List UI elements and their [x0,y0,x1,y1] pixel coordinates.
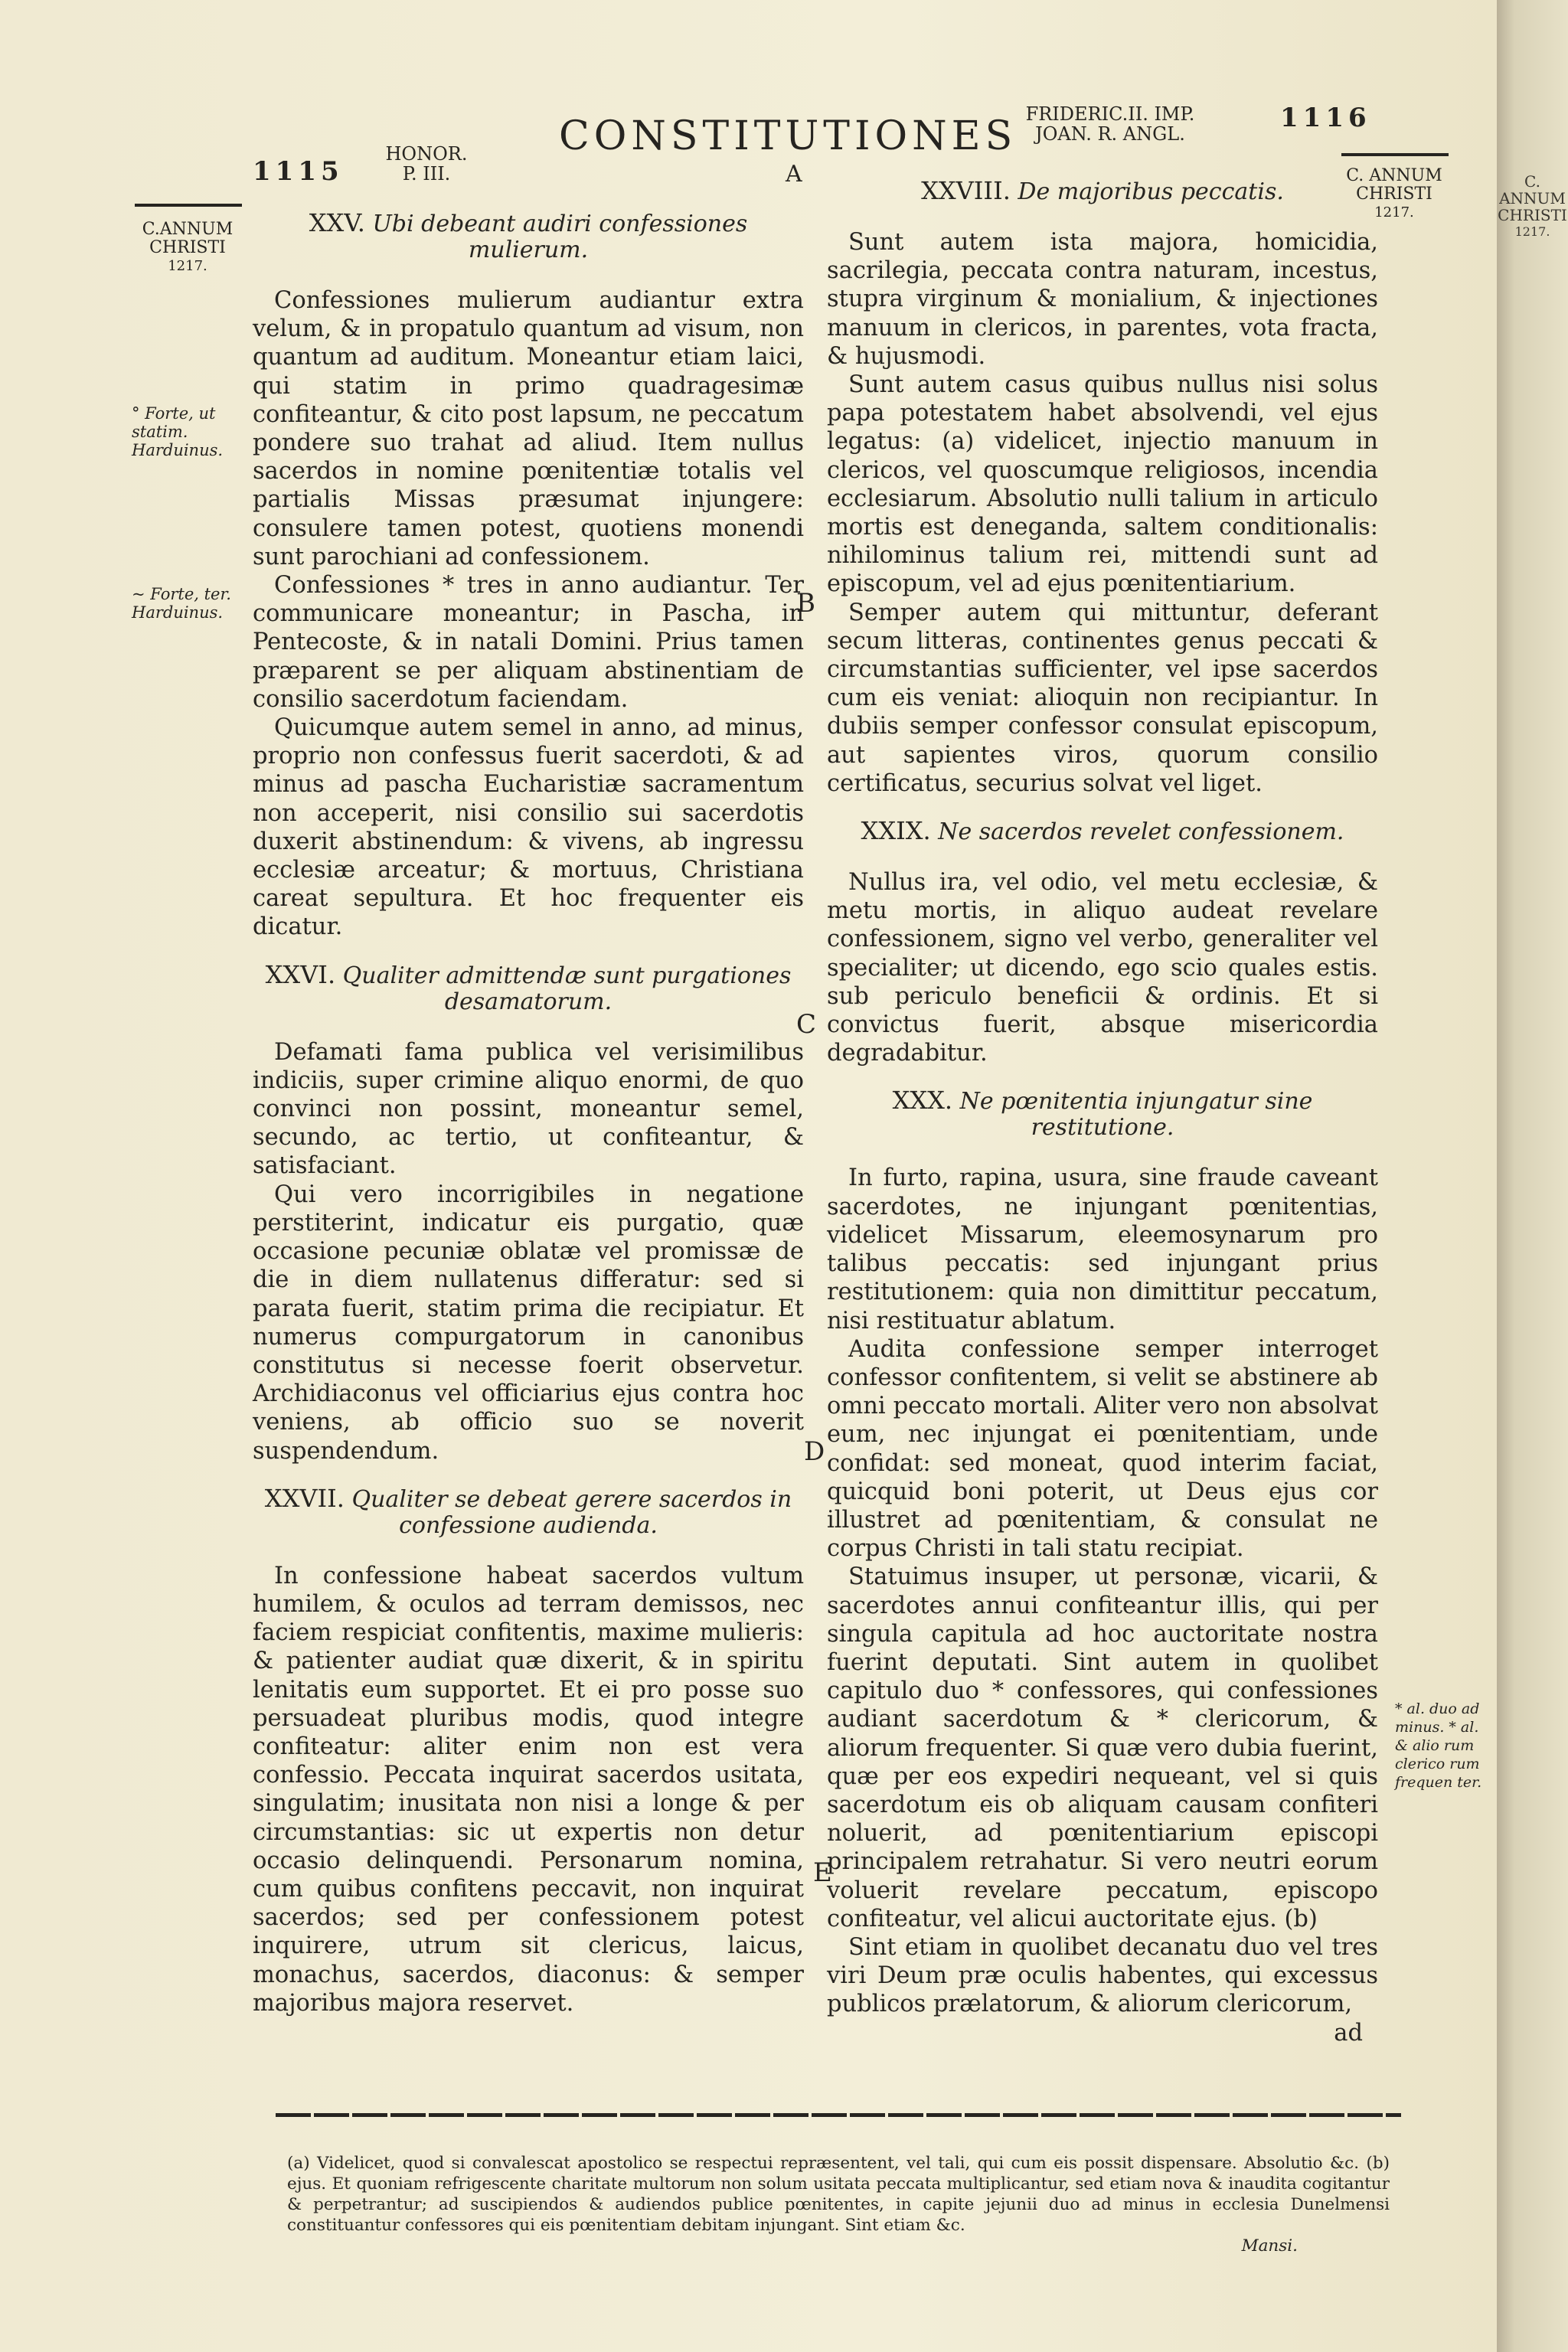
paragraph: Sunt autem ista majora, homicidia, sacrilegia, peccata contra naturam, incestus, stupra virginum & monialium, & injectiones manuum in clericos, in parentes, vota fracta, & hujusmodi. [827,229,1378,370]
section-number: XXVI. [265,959,336,989]
section-number: XXIX. [861,816,931,846]
year-label: C.ANNUM [142,220,234,239]
paragraph: Defamati fama publica vel verisimilibus indiciis, super crimine aliquo enormi, de quo convinci non possint, moneantur semel, secundo, ac tertio, ut confiteantur, & satisfaciant. [253,1038,804,1180]
section-title: De majoribus peccatis. [1018,178,1284,205]
paragraph: Audita confessione semper interroget confessor confitentem, si velit se abstinere ab omni peccato mortali. Aliter vero non absolvat eum, nec injungat ei pœnitentiam, unde confidat: sed moneat, quod interim faciat, quicquid boni poterit, ut Deus ejus cor illustret ad pœnitentiam, & consulat ne corpus Christi in tali statu recipiat. [827,1335,1378,1563]
section-title: Ne sacerdos revelet confessionem. [938,818,1344,846]
left-ref-line2: P. III. [402,163,451,185]
section-number: XXV. [309,208,365,237]
column-letter-a: A [786,161,802,188]
margin-note-1: ° Forte, ut statim. Harduinus. [132,404,224,459]
paragraph: Sunt autem casus quibus nullus nisi solus papa potestatem habet absolvendi, vel ejus legatus: (a) videlicet, injectio manuum in clericos, vel quoscumque religiosos, incendia ecclesiarum. Absolutio nulli talium in articulo mortis est deneganda, saltem conditionalis: nihilominus talium rei, mittendi sunt ad episcopum, vel ad ejus pœnitentiarium. [827,371,1378,598]
year-value: 1217. [1374,204,1414,220]
next-page-edge [1497,0,1568,2352]
section-number: XXVII. [264,1483,345,1513]
footnotes [287,2153,1390,2256]
paragraph: Qui vero incorrigibiles in negatione perstiterint, indicatur eis purgatio, quæ occasione pecuniæ oblatæ vel promissæ de die in diem nullatenus differatur: sed si parata fuerit, statim prima die recipiatur. Et numerus compurgatorum in canonibus constitutus si necesse foerit observetur. Archidiaconus vel officiarius ejus contra hoc veniens, ab officio suo se noverit suspendendum. [253,1181,804,1465]
paragraph: In confessione habeat sacerdos vultum humilem, & oculos ad terram demissos, nec faciem respiciat confitentis, maxime mulieris: & patienter audiat quæ dixerit, & in spiritu lenitatis eum supportet. Et ei pro posse suo persuadeat pluribus modis, quod integre confiteatur: aliter enim non est vera confessio. Peccata inquirat sacerdos usitata, singulatim; inusitata non nisi a longe & per circumstantias: sic ut expertis non detur occasio delinquendi. Personarum nomina, cum quibus confitens peccavit, non inquirat sacerdos; sed per confessionem potest inquirere, utrum sit clericus, laicus, monachus, sacerdos, diaconus: & semper majoribus majora reservet. [253,1562,804,2017]
section-heading-xxv [253,210,804,263]
right-column [827,170,1378,2047]
margin-rule-right [1341,153,1449,156]
catchword: ad [1334,2019,1363,2047]
year-label: CHRISTI [149,238,226,257]
section-title: Ne pœnitentia injungatur sine restitutione. [959,1088,1313,1142]
right-running-ref [999,104,1221,144]
section-title: Qualiter se debeat gerere sacerdos in confessione audienda. [351,1485,792,1539]
year-label: C. ANNUM [1499,172,1566,207]
left-running-ref [377,144,476,184]
section-number: XXVIII. [921,176,1011,205]
paragraph: Confessiones mulierum audiantur extra velum, & in propatulo quantum ad visum, non quantum ad auditum. Moneantur etiam laici, qui statim in primo quadragesimæ confiteantur, & cito post lapsum, ne peccatum pondere suo trahat ad aliud. Item nullus sacerdos in nomine pœnitentiæ totalis vel partialis Missas præsumat injungere: consulere tamen potest, quotiens monendi sunt parochiani ad confessionem. [253,287,804,570]
year-label: CHRISTI [1498,206,1567,224]
year-label: CHRISTI [1356,185,1432,204]
section-heading-xxvi [253,959,804,1015]
year-value: 1217. [1514,224,1550,239]
footnote-text: (a) Videlicet, quod si convalescat apostolico se respectui repræsentent, vel tali, qui cum eis possit dispensare. Absolutio &c. (b) ejus. Et quoniam refrigescente charitate multorum non solum usitata peccata multiplicantur, sed etiam nova & inaudita cogitantur & perpetrantur; ad suscipiendos & audiendos publice pœnitentes, in capite jejunii duo ad minus in ecclesia Dunelmensi constituantur confessores qui eis pœnitentiam debitam injungant. Sint etiam &c. [287,2154,1390,2235]
paragraph: Sint etiam in quolibet decanatu duo vel tres viri Deum præ oculis habentes, qui excessus publicos prælatorum, & aliorum clericorum, [827,1933,1378,2018]
margin-note-2: ~ Forte, ter. Harduinus. [132,585,231,622]
right-ref-line1: FRIDERIC.II. IMP. [1025,103,1195,125]
section-heading-xxviii [827,178,1378,205]
paragraph: Nullus ira, vel odio, vel metu ecclesiæ, & metu mortis, in aliquo audeat revelare confessionem, signo vel verbo, generaliter vel specialiter; ut dicendo, ego scio quales estis. sub periculo beneficii & ordinis. Et si convictus fuerit, absque misericordia degradabitur. [827,869,1378,1067]
column-letter-e: E [813,1857,832,1888]
year-label: C. ANNUM [1346,166,1442,185]
left-column [253,201,804,2017]
next-page-year [1497,173,1568,240]
column-letter-c: C [796,1009,817,1040]
year-value: 1217. [168,258,207,274]
page-number-left: 1115 [253,156,344,187]
section-number: XXX. [892,1086,953,1116]
section-heading-xxix [827,818,1378,845]
margin-note-3: * al. duo ad minus. * al. & alio rum clerico rum frequen ter. [1395,1700,1482,1791]
paragraph: Statuimus insuper, ut personæ, vicarii, & sacerdotes annui confiteantur illis, qui per singula capitula ad hoc auctoritate nostra fuerint deputati. Sint autem in quolibet capitulo duo * confessores, qui confessiones audiant sacerdotum & * clericorum, & aliorum frequenter. Si quæ vero dubia fuerint, quæ per eos expediri nequeant, vel si quis sacerdotum eis ob aliquam causam confiteri noluerit, ad pœnitentiarium episcopi principalem retrahatur. Si vero neutri eorum voluerit revelare peccatum, episcopo confiteatur, vel alicui auctoritate ejus. (b) [827,1563,1378,1932]
margin-rule-left [135,204,242,207]
section-title: Qualiter admittendæ sunt purgationes desamatorum. [342,962,792,1015]
section-heading-xxvii [253,1485,804,1539]
page-number-right: 1116 [1280,103,1371,133]
left-ref-line1: HONOR. [385,143,468,165]
running-title: CONSTITUTIONES [559,113,1018,159]
paragraph: In furto, rapina, usura, sine fraude caveant sacerdotes, ne injungant pœnitentias, videlicet Missarum, eleemosynarum pro talibus peccatis: sed injungant prius restitutionem: quia non dimittitur peccatum, nisi restituatur ablatum. [827,1165,1378,1334]
footnote-rule [276,2113,1401,2117]
column-letter-d: D [804,1436,825,1467]
right-ref-line2: JOAN. R. ANGL. [1035,123,1185,145]
margin-year-left [130,220,245,276]
section-title: Ubi debeant audiri confessiones mulierum. [372,211,748,263]
footnote-signature: Mansi. [1241,2236,1298,2256]
paragraph: Confessiones * tres in anno audiantur. Ter communicare moneantur; in Pascha, in Pentecoste, & in natali Domini. Prius tamen præparent se per aliquam abstinentiam de consilio sacerdotum faciendam. [253,572,804,713]
section-heading-xxx [827,1087,1378,1141]
column-letter-b: B [796,588,815,619]
paragraph: Quicumque autem semel in anno, ad minus, proprio non confessus fuerit sacerdoti, & ad minus ad pascha Eucharistiæ sacramentum non acceperit, nisi consilio sui sacerdotis duxerit abstinendum: & vivens, ab ingressu ecclesiæ arceatur; & mortuus, Christiana careat sepultura. Et hoc frequenter eis dicatur. [253,714,804,941]
paragraph: Semper autem qui mittuntur, deferant secum litteras, continentes genus peccati & circumstantias sufficienter, vel ipse sacerdos cum eis veniat: alioquin non recipiantur. In dubiis semper confessor consulat episcopum, aut sapientes viros, quorum consilio certificatus, securius solvat vel liget. [827,599,1378,797]
